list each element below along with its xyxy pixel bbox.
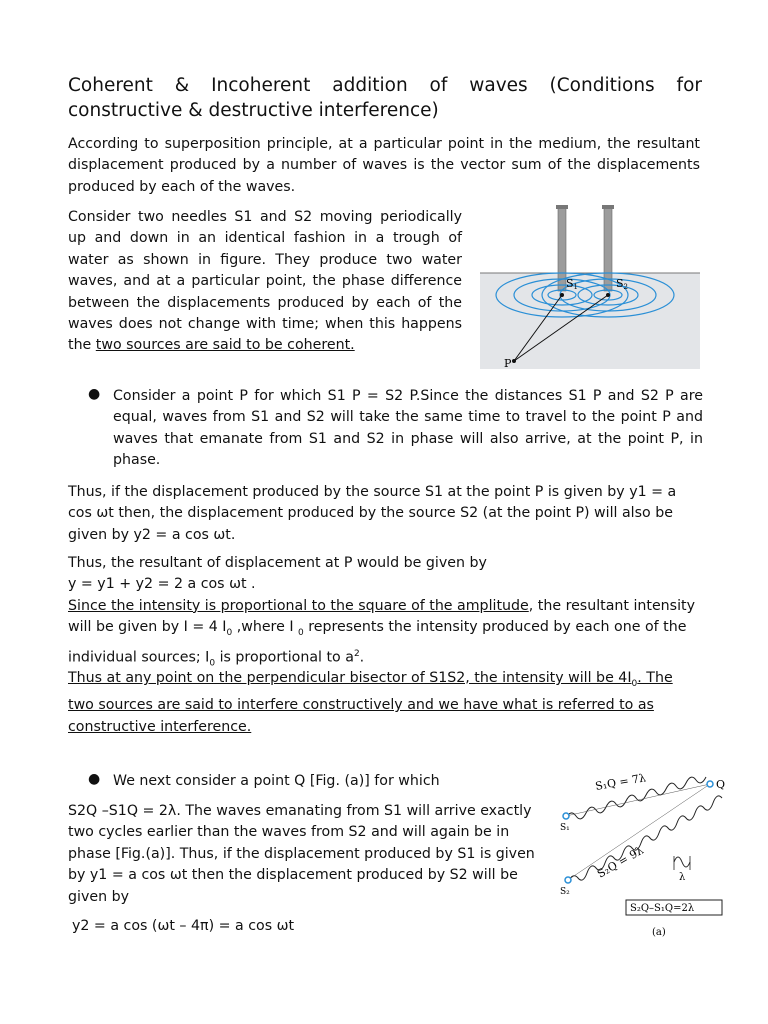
- wave-s2q: [568, 796, 722, 882]
- resultant-line1: Thus, the resultant of displacement at P would be given by: [68, 555, 487, 571]
- label-s1: S₁: [560, 823, 570, 833]
- bullet-marker: ●: [88, 386, 101, 402]
- trough-figure: [478, 203, 702, 373]
- q-paragraph: S2Q –S1Q = 2λ. The waves emanating from S1 will arrive exactly two cycles earlier than the waves from S2 and will again be in phase [Fig.(a)]. Thus, if the displacement produced by S1 is given by y1 = a cos ωt then the displacement produced by S2 will be given by: [68, 803, 535, 905]
- y2-equation: y2 = a cos (ωt – 4π) = a cos ωt: [72, 918, 295, 934]
- coherent-underline: two sources are said to be coherent.: [95, 337, 355, 354]
- label-q: Q: [716, 778, 726, 791]
- intro-paragraph: According to superposition principle, at a particular point in the medium, the resultant displacement produced by a number of waves is the vector sum of the displacements produced by each of the waves.: [68, 136, 700, 195]
- label-s2: S2: [616, 277, 629, 291]
- thus-paragraph: Thus, if the displacement produced by the source S1 at the point P is given by y1 = a cos ωt then, the displacement produced by the source S2 (at the point P) will also be given by y2 = a cos ωt.: [68, 484, 677, 543]
- bullet-marker: ●: [88, 771, 101, 787]
- resultant-equation: y = y1 + y2 = 2 a cos ωt .: [68, 576, 256, 593]
- needles-paragraph: [68, 207, 462, 357]
- path-difference-label: S₂Q–S₁Q=2λ: [630, 903, 695, 914]
- needles-text: Consider two needles S1 and S2 moving periodically up and down in an identical fashion in a trough of water as shown in figure. They produce two water waves, and at a particular point, the phase difference between the displacements produced by each of the waves does not change with time; when this happens the: [68, 209, 462, 354]
- label-s1: S1: [566, 277, 579, 291]
- label-lambda: λ: [679, 872, 686, 883]
- page-title: Coherent & Incoherent addition of waves (Conditions for constructive & destructive interference): [68, 75, 702, 121]
- intensity-text: Since the intensity is proportional to the square of the amplitude, the resultant intensity will be given by I = 4 $I_0$ ,where I $_0$ represents the intensity produced by each one of the individual sources; $I_0$ is proportional to $a^2$.: [68, 597, 695, 670]
- bullet-point-q: We next consider a point Q [Fig. (a)] for which: [113, 773, 440, 789]
- bullet-point-p: Consider a point P for which S1 P = S2 P.Since the distances S1 P and S2 P are equal, waves from S1 and S2 will take the same time to travel to the point P and waves that emanate from S1 and S2 in phase will also arrive, at the point P, in phase.: [113, 388, 703, 469]
- resultant-paragraph: [68, 553, 702, 675]
- label-s2q: S₂Q = 9λ: [595, 843, 646, 881]
- constructive-conclusion: Thus at any point on the perpendicular bisector of S1S2, the intensity will be $4I_0$. The two sources are said to interfere constructively and we have what is referred to as constructive interference.: [68, 670, 673, 735]
- path-difference-figure: [552, 770, 732, 940]
- label-s2: S₂: [560, 887, 570, 897]
- figure-caption: (a): [652, 927, 666, 938]
- label-p: P: [504, 357, 512, 370]
- intensity-underline: Since the intensity is proportional to the square of the amplitude: [68, 597, 529, 614]
- label-s1q: S₁Q = 7λ: [594, 771, 647, 793]
